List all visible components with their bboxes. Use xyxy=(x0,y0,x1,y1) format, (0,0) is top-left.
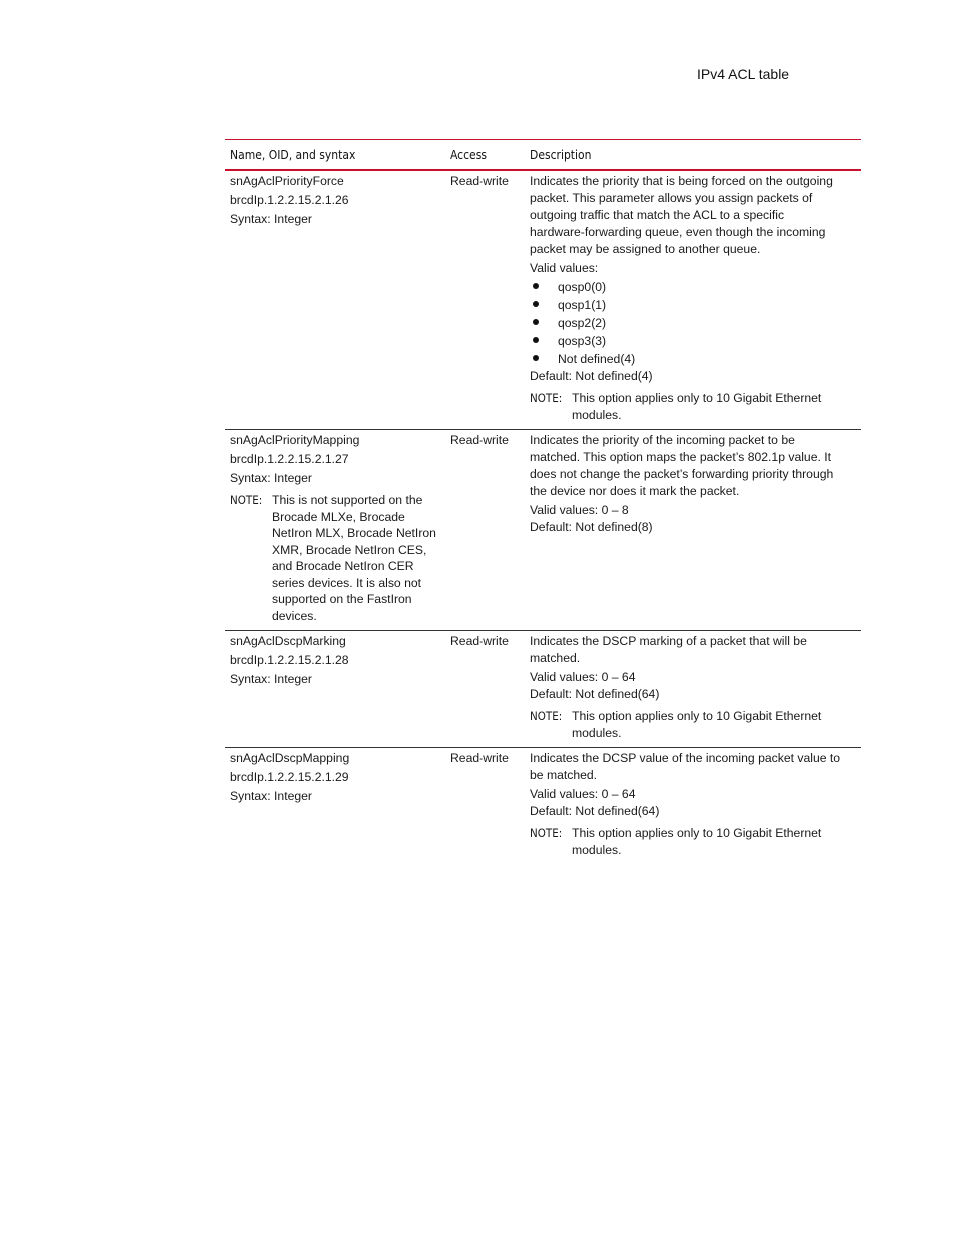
note-label: NOTE: xyxy=(530,826,563,840)
access-cell: Read-write xyxy=(450,634,509,648)
description-line: matched. This option maps the packet’s 802.1p value. It xyxy=(530,450,832,464)
description-cell xyxy=(525,430,861,630)
note-line: Brocade MLXe, Brocade xyxy=(272,509,405,524)
list-item xyxy=(530,296,851,314)
list-item xyxy=(530,278,851,296)
note-line: modules. xyxy=(572,725,622,740)
list-item-text: Not defined(4) xyxy=(558,352,636,366)
object-oid: brcdIp.1.2.2.15.2.1.27 xyxy=(230,452,349,466)
list-item-text: qosp1(1) xyxy=(558,298,607,312)
description-line: Indicates the DSCP marking of a packet that will be xyxy=(530,634,807,648)
bullet-icon xyxy=(533,355,539,361)
valid-values-list xyxy=(530,278,851,368)
name-cell xyxy=(225,631,450,747)
note-label: NOTE: xyxy=(230,493,263,507)
description-line: does not change the packet’s forwarding priority through xyxy=(530,467,834,481)
object-name: snAgAclDscpMapping xyxy=(230,751,350,765)
object-oid: brcdIp.1.2.2.15.2.1.28 xyxy=(230,653,349,667)
name-cell xyxy=(225,430,450,630)
note-label: NOTE: xyxy=(530,709,563,723)
description-line: hardware-forwarding queue, even though the incoming xyxy=(530,225,826,239)
valid-values: Valid values: 0 – 8 xyxy=(530,503,629,517)
note-line: series devices. It is also not xyxy=(272,575,422,590)
object-name: snAgAclPriorityForce xyxy=(230,174,344,188)
default-value: Default: Not defined(4) xyxy=(530,369,653,383)
note-line: supported on the FastIron xyxy=(272,592,412,606)
table-row xyxy=(225,748,861,864)
column-header-name: Name, OID, and syntax xyxy=(230,147,356,162)
bullet-icon xyxy=(533,283,539,289)
name-cell xyxy=(225,171,450,429)
table-row xyxy=(225,171,861,430)
object-syntax: Syntax: Integer xyxy=(230,212,312,226)
note-line: devices. xyxy=(272,608,317,623)
valid-values-label: Valid values: xyxy=(530,261,599,275)
object-oid: brcdIp.1.2.2.15.2.1.26 xyxy=(230,193,349,207)
description-cell xyxy=(525,748,861,864)
valid-values: Valid values: 0 – 64 xyxy=(530,787,636,801)
description-line: the device nor does it mark the packet. xyxy=(530,484,740,498)
access-cell: Read-write xyxy=(450,751,509,765)
description-line: Indicates the priority of the incoming packet to be xyxy=(530,433,795,447)
table-row xyxy=(225,430,861,631)
bullet-icon xyxy=(533,301,539,307)
name-cell xyxy=(225,748,450,864)
object-syntax: Syntax: Integer xyxy=(230,471,312,485)
note-block xyxy=(530,825,851,858)
valid-values: Valid values: 0 – 64 xyxy=(530,670,636,684)
description-line: outgoing traffic that match the ACL to a specific xyxy=(530,208,785,222)
note-line: XMR, Brocade NetIron CES, xyxy=(272,542,427,557)
note-label: NOTE: xyxy=(530,391,563,405)
list-item xyxy=(530,332,851,350)
description-line: packet may be assigned to another queue. xyxy=(530,242,761,256)
object-name: snAgAclDscpMarking xyxy=(230,634,346,648)
column-header-description: Description xyxy=(530,147,592,162)
description-line: matched. xyxy=(530,651,581,665)
description-line: packet. This parameter allows you assign packets of xyxy=(530,191,813,205)
list-item xyxy=(530,350,851,368)
running-head-title: IPv4 ACL table xyxy=(697,66,790,82)
note-line: This is not supported on the xyxy=(272,493,423,507)
default-value: Default: Not defined(8) xyxy=(530,520,653,534)
note-line: This option applies only to 10 Gigabit Ethernet xyxy=(572,391,822,405)
bullet-icon xyxy=(533,337,539,343)
note-line: modules. xyxy=(572,842,622,857)
object-syntax: Syntax: Integer xyxy=(230,672,312,686)
access-cell: Read-write xyxy=(450,433,509,447)
description-cell xyxy=(525,171,861,429)
description-line: Indicates the priority that is being forced on the outgoing xyxy=(530,174,833,188)
table-header xyxy=(225,140,861,171)
object-name: snAgAclPriorityMapping xyxy=(230,433,360,447)
note-line: This option applies only to 10 Gigabit Ethernet xyxy=(572,709,822,723)
default-value: Default: Not defined(64) xyxy=(530,804,660,818)
description-cell xyxy=(525,631,861,747)
list-item-text: qosp3(3) xyxy=(558,334,607,348)
note-line: modules. xyxy=(572,407,622,422)
note-block xyxy=(530,390,851,423)
note-line: NetIron MLX, Brocade NetIron xyxy=(272,526,436,540)
table-row xyxy=(225,631,861,748)
note-text xyxy=(272,492,442,624)
note-block xyxy=(230,492,442,624)
object-syntax: Syntax: Integer xyxy=(230,789,312,803)
access-cell: Read-write xyxy=(450,174,509,188)
default-value: Default: Not defined(64) xyxy=(530,687,660,701)
column-header-access: Access xyxy=(450,147,487,162)
bullet-icon xyxy=(533,319,539,325)
note-line: and Brocade NetIron CER xyxy=(272,559,414,573)
note-block xyxy=(530,708,851,741)
note-text xyxy=(572,390,851,423)
list-item-text: qosp0(0) xyxy=(558,280,607,294)
description-line: Indicates the DCSP value of the incoming packet value to xyxy=(530,751,841,765)
note-text xyxy=(572,825,851,858)
list-item xyxy=(530,314,851,332)
object-oid: brcdIp.1.2.2.15.2.1.29 xyxy=(230,770,349,784)
description-line: be matched. xyxy=(530,768,598,782)
list-item-text: qosp2(2) xyxy=(558,316,607,330)
note-line: This option applies only to 10 Gigabit Ethernet xyxy=(572,826,822,840)
mib-table xyxy=(225,139,861,864)
note-text xyxy=(572,708,851,741)
